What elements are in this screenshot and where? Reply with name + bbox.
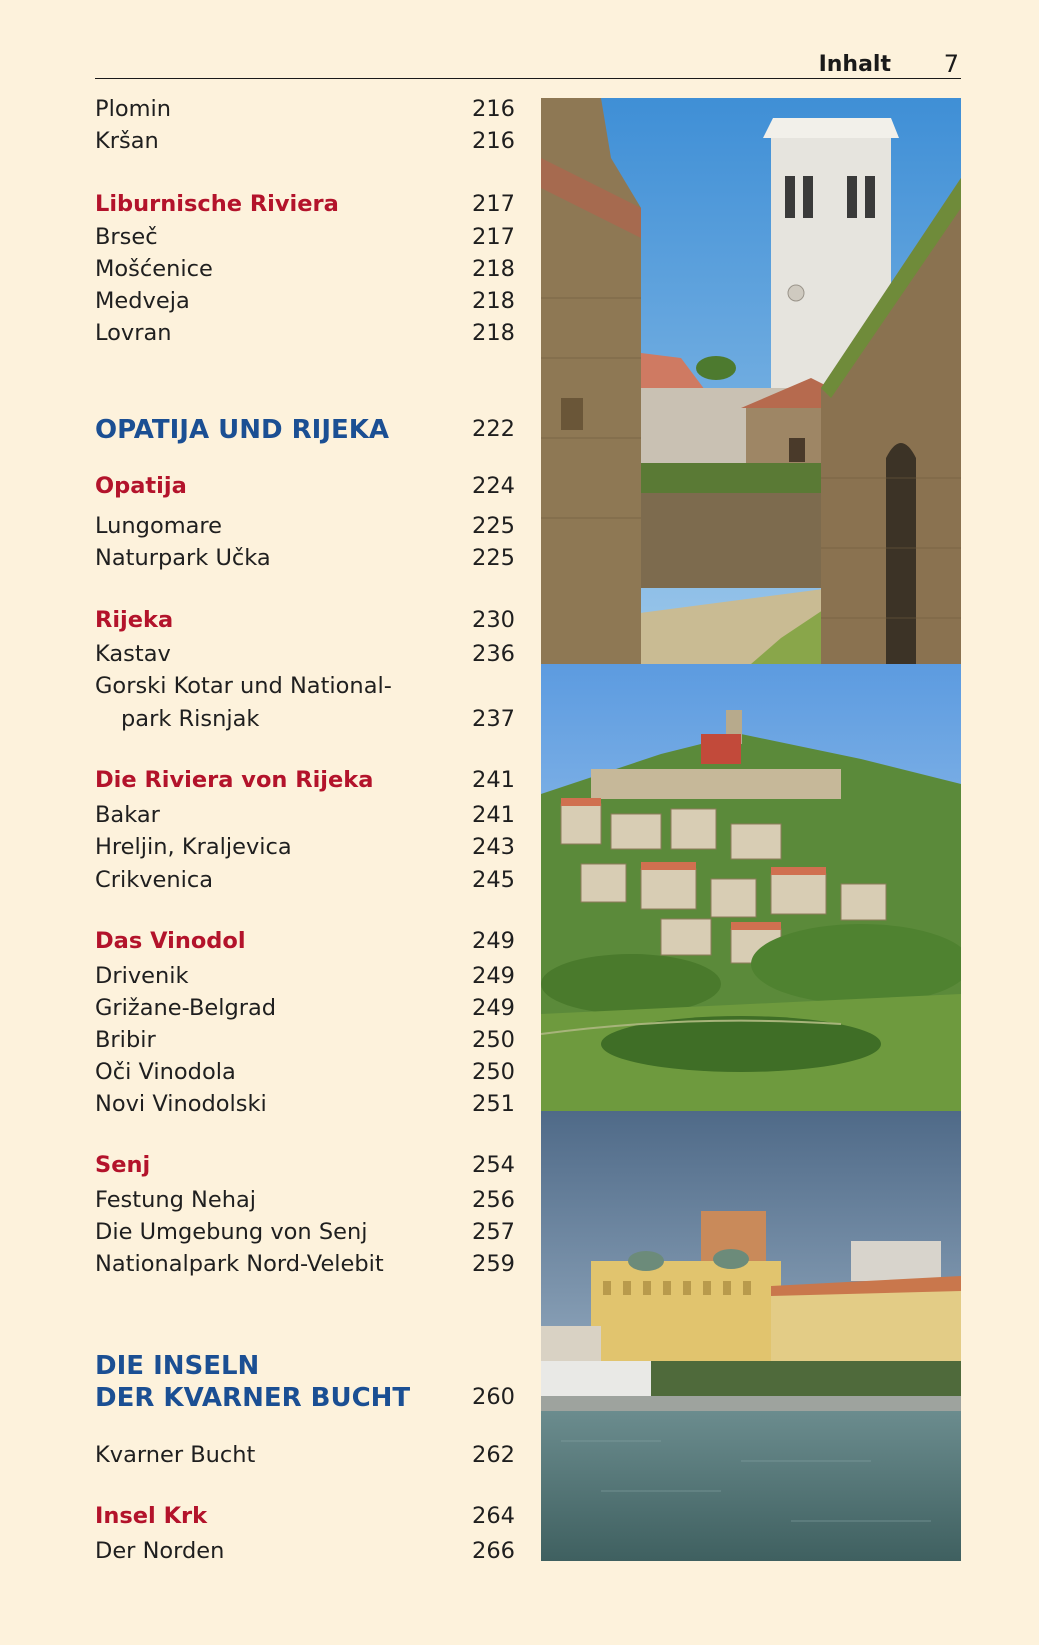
toc-row <box>95 1249 515 1279</box>
toc-title: Die Riviera von Rijeka <box>95 767 374 793</box>
toc-title: Drivenik <box>95 963 189 989</box>
toc-row <box>95 1440 515 1470</box>
toc-page: 217 <box>472 191 515 217</box>
toc-page: 224 <box>472 473 515 499</box>
toc-title: Liburnische Riviera <box>95 191 339 217</box>
toc-title: Das Vinodol <box>95 928 246 954</box>
toc-row <box>95 1217 515 1247</box>
toc-page: 230 <box>472 607 515 633</box>
toc-row <box>95 511 515 541</box>
toc-title: Gorski Kotar und National- <box>95 673 392 699</box>
toc-title: Grižane-Belgrad <box>95 995 277 1021</box>
toc-row <box>95 765 515 795</box>
toc-row <box>95 1057 515 1087</box>
toc-page: 237 <box>472 706 515 732</box>
toc-row <box>95 704 515 734</box>
toc-row <box>95 543 515 573</box>
toc-title: Lovran <box>95 320 172 346</box>
toc-row <box>95 800 515 830</box>
photo-hilltop-town <box>541 664 961 1111</box>
table-of-contents <box>95 0 515 1645</box>
toc-page: 241 <box>472 767 515 793</box>
toc-row <box>95 639 515 669</box>
toc-title: Novi Vinodolski <box>95 1091 267 1117</box>
toc-page: 257 <box>472 1219 515 1245</box>
toc-page: 259 <box>472 1251 515 1277</box>
toc-title: Insel Krk <box>95 1503 208 1529</box>
toc-page: 216 <box>472 96 515 122</box>
toc-title: Die Umgebung von Senj <box>95 1219 368 1245</box>
toc-title: Hreljin, Kraljevica <box>95 834 292 860</box>
toc-row <box>95 993 515 1023</box>
toc-page: 217 <box>472 224 515 250</box>
toc-row <box>95 318 515 348</box>
toc-page: 218 <box>472 288 515 314</box>
toc-title: Senj <box>95 1152 151 1178</box>
toc-page: 262 <box>472 1442 515 1468</box>
toc-row <box>95 254 515 284</box>
toc-row <box>95 1350 515 1380</box>
toc-row <box>95 126 515 156</box>
toc-page: 250 <box>472 1059 515 1085</box>
toc-title: Bakar <box>95 802 160 828</box>
toc-row <box>95 1150 515 1180</box>
toc-page: 251 <box>472 1091 515 1117</box>
toc-page: 241 <box>472 802 515 828</box>
toc-title: Brseč <box>95 224 158 250</box>
toc-title: Rijeka <box>95 607 174 633</box>
toc-title: Festung Nehaj <box>95 1187 257 1213</box>
toc-row <box>95 1536 515 1566</box>
toc-page: 249 <box>472 995 515 1021</box>
toc-page: 245 <box>472 867 515 893</box>
toc-page: 218 <box>472 256 515 282</box>
toc-row <box>95 1501 515 1531</box>
toc-row <box>95 1185 515 1215</box>
toc-title: Bribir <box>95 1027 156 1053</box>
header-section-title: Inhalt <box>818 52 891 77</box>
toc-page: 256 <box>472 1187 515 1213</box>
toc-title: park Risnjak <box>121 706 260 732</box>
toc-title: Opatija <box>95 473 187 499</box>
toc-title: Kršan <box>95 128 159 154</box>
toc-title: Crikvenica <box>95 867 214 893</box>
photo-column <box>541 98 961 1561</box>
toc-row <box>95 414 515 444</box>
toc-title: Mošćenice <box>95 256 213 282</box>
toc-row <box>95 926 515 956</box>
toc-page: 266 <box>472 1538 515 1564</box>
toc-row <box>95 1025 515 1055</box>
toc-row <box>95 471 515 501</box>
toc-title: Oči Vinodola <box>95 1059 236 1085</box>
toc-page: 264 <box>472 1503 515 1529</box>
toc-title: OPATIJA UND RIJEKA <box>95 415 390 445</box>
toc-title: DIE INSELN <box>95 1351 260 1381</box>
toc-page: 225 <box>472 513 515 539</box>
toc-title: DER KVARNER BUCHT <box>95 1383 411 1413</box>
toc-row <box>95 286 515 316</box>
toc-title: Medveja <box>95 288 190 314</box>
toc-title: Kvarner Bucht <box>95 1442 256 1468</box>
toc-row <box>95 961 515 991</box>
toc-page: 250 <box>472 1027 515 1053</box>
toc-page: 254 <box>472 1152 515 1178</box>
toc-page: 225 <box>472 545 515 571</box>
toc-page: 218 <box>472 320 515 346</box>
toc-row <box>95 94 515 124</box>
toc-title: Naturpark Učka <box>95 545 271 571</box>
toc-row <box>95 1382 515 1412</box>
toc-page: 222 <box>472 416 515 442</box>
toc-title: Kastav <box>95 641 171 667</box>
toc-page: 249 <box>472 928 515 954</box>
toc-row <box>95 671 515 701</box>
toc-title: Plomin <box>95 96 172 122</box>
page-number: 7 <box>943 50 959 78</box>
toc-page: 236 <box>472 641 515 667</box>
toc-row <box>95 865 515 895</box>
toc-page: 243 <box>472 834 515 860</box>
toc-page: 249 <box>472 963 515 989</box>
photo-bell-tower <box>541 98 961 664</box>
toc-row <box>95 832 515 862</box>
toc-title: Lungomare <box>95 513 223 539</box>
toc-row <box>95 189 515 219</box>
toc-row <box>95 605 515 635</box>
toc-page: 216 <box>472 128 515 154</box>
toc-title: Nationalpark Nord-Velebit <box>95 1251 384 1277</box>
toc-page: 260 <box>472 1384 515 1410</box>
toc-row <box>95 1089 515 1119</box>
toc-title: Der Norden <box>95 1538 225 1564</box>
photo-harbour <box>541 1111 961 1561</box>
toc-row <box>95 222 515 252</box>
